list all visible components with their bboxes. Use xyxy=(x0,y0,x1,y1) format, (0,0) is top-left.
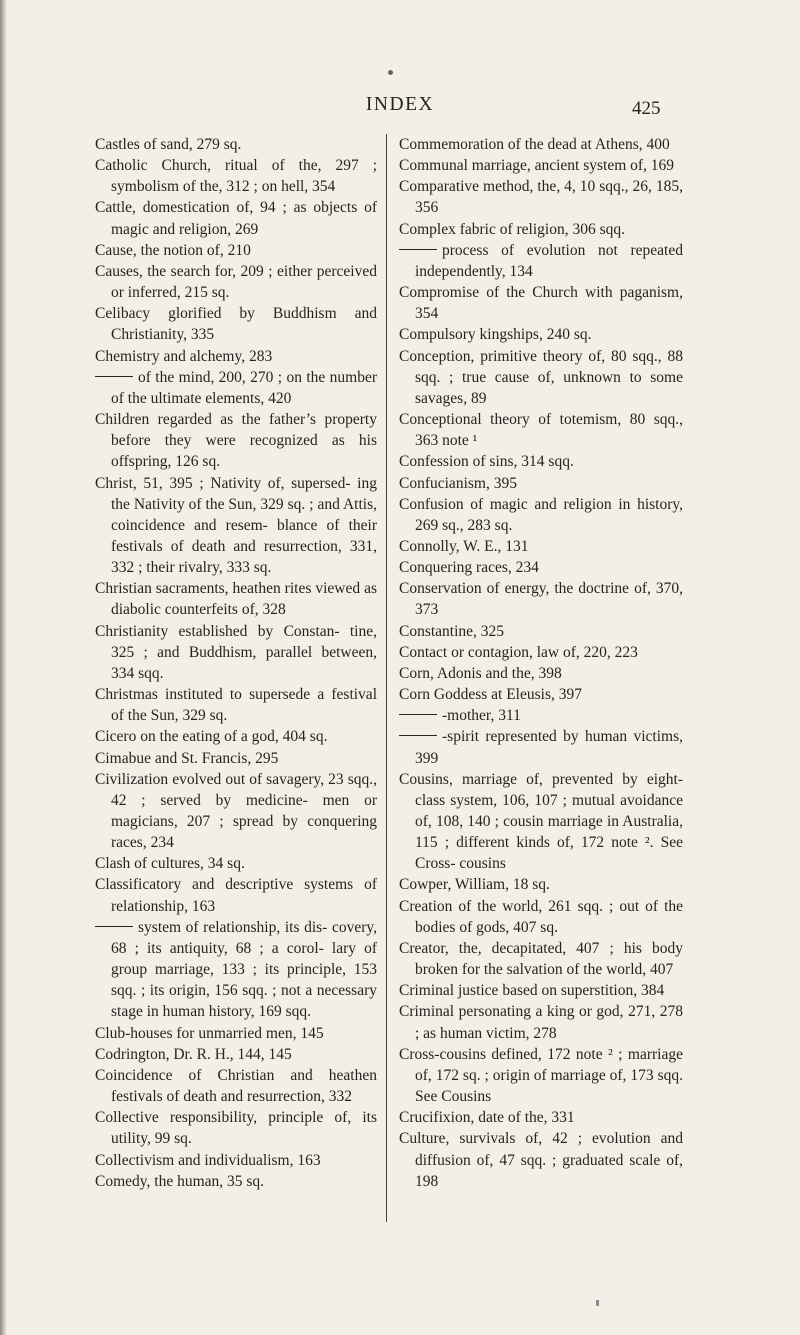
index-subentry: -spirit represented by human victims, 399 xyxy=(399,726,683,768)
index-column-right xyxy=(399,134,683,1192)
index-entry: Children regarded as the father’s property before they were recognized as his offspring, 126 sq. xyxy=(95,411,377,471)
index-entry: Catholic Church, ritual of the, 297 ; symbolism of the, 312 ; on hell, 354 xyxy=(95,157,377,196)
index-entry: Conception, primitive theory of, 80 sqq., 88 sqq. ; true cause of, unknown to some savages, 89 xyxy=(399,347,683,407)
index-entry: Cimabue and St. Francis, 295 xyxy=(95,749,279,767)
index-entry: Christmas instituted to supersede a festival of the Sun, 329 sq. xyxy=(95,686,377,725)
index-entry: Cause, the notion of, 210 xyxy=(95,241,251,259)
index-entry: Cousins, marriage of, prevented by eight-class system, 106, 107 ; mutual avoidance of, 108, 140 ; cousin marriage in Australia, 115 ; different kinds of, 172 note ². See Cross- cousins xyxy=(399,770,683,873)
index-entry: Clash of cultures, 34 sq. xyxy=(95,855,245,873)
index-entry: Corn Goddess at Eleusis, 397 xyxy=(399,686,582,704)
index-entry: Codrington, Dr. R. H., 144, 145 xyxy=(95,1045,292,1063)
index-entry: Criminal personating a king or god, 271, 278 ; as human victim, 278 xyxy=(399,1003,683,1042)
index-entry: Conquering races, 234 xyxy=(399,559,539,577)
index-entry: Compromise of the Church with paganism, 354 xyxy=(399,284,683,323)
index-entry: Classificatory and descriptive systems of relationship, 163 xyxy=(95,876,377,915)
paper-fleck xyxy=(596,1300,599,1306)
index-subentry: -mother, 311 xyxy=(399,705,683,726)
index-entry: Cross-cousins defined, 172 note ² ; marriage of, 172 sq. ; origin of marriage of, 173 sqq. See Cousins xyxy=(399,1045,683,1106)
index-entry: Celibacy glorified by Buddhism and Christianity, 335 xyxy=(95,305,377,344)
index-entry: Creator, the, decapitated, 407 ; his body broken for the salvation of the world, 407 xyxy=(399,939,683,979)
index-entry: Christ, 51, 395 ; Nativity of, supersed- ing the Nativity of the Sun, 329 sq. ; and Attis, coincidence and resem- blance of their festivals of death and resurrection, 331, 332 ; their rivalry, 333 sq. xyxy=(95,474,377,577)
index-column-left xyxy=(95,134,377,1192)
index-entry: Corn, Adonis and the, 398 xyxy=(399,664,562,682)
index-entry: Christian sacraments, heathen rites viewed as diabolic counterfeits of, 328 xyxy=(95,580,377,619)
index-entry: Chemistry and alchemy, 283 xyxy=(95,347,273,365)
index-entry: Comedy, the human, 35 sq. xyxy=(95,1172,265,1190)
index-entry: Creation of the world, 261 sqq. ; out of the bodies of gods, 407 sq. xyxy=(399,897,683,936)
index-subentry: system of relationship, its dis- covery, 68 ; its antiquity, 68 ; a corol- lary of group marriage, 133 ; its principle, 153 sqq. ; its origin, 156 sqq. ; not a necessary stage in human history, 169 sqq. xyxy=(95,917,377,1023)
index-entry: Compulsory kingships, 240 sq. xyxy=(399,326,592,344)
index-entry: Constantine, 325 xyxy=(399,622,505,640)
index-entry: Christianity established by Constan- tine, 325 ; and Buddhism, parallel between, 334 sqq. xyxy=(95,622,377,682)
ditto-dash xyxy=(399,249,437,250)
index-entry: Comparative method, the, 4, 10 sqq., 26, 185, 356 xyxy=(399,178,683,217)
ditto-dash xyxy=(95,376,133,377)
index-entry: Cicero on the eating of a god, 404 sq. xyxy=(95,728,328,746)
ditto-dash xyxy=(95,926,133,927)
index-entry: Causes, the search for, 209 ; either perceived or inferred, 215 sq. xyxy=(95,262,377,302)
index-entry: Contact or contagion, law of, 220, 223 xyxy=(399,643,638,661)
index-entry: Confusion of magic and religion in history, 269 sq., 283 sq. xyxy=(399,495,683,534)
index-entry: Criminal justice based on superstition, 384 xyxy=(399,982,665,1000)
ditto-dash xyxy=(399,735,437,736)
index-entry: Commemoration of the dead at Athens, 400 xyxy=(399,136,670,153)
index-entry: Communal marriage, ancient system of, 169 xyxy=(399,157,675,175)
ditto-dash xyxy=(399,714,437,715)
index-entry: Confucianism, 395 xyxy=(399,474,517,492)
index-entry: Culture, survivals of, 42 ; evolution and diffusion of, 47 sqq. ; graduated scale of, 198 xyxy=(399,1130,683,1190)
column-divider xyxy=(386,134,387,1222)
index-entry: Castles of sand, 279 sq. xyxy=(95,136,242,153)
index-entry: Civilization evolved out of savagery, 23 sqq., 42 ; served by medicine- men or magicians, 207 ; spread by conquering races, 234 xyxy=(95,770,377,852)
book-spine-shadow xyxy=(0,0,7,1335)
index-entry: Conservation of energy, the doctrine of, 370, 373 xyxy=(399,580,683,619)
index-entry: Confession of sins, 314 sqq. xyxy=(399,453,574,471)
ink-spot xyxy=(388,70,393,75)
index-entry: Club-houses for unmarried men, 145 xyxy=(95,1024,324,1042)
index-entry: Coincidence of Christian and heathen festivals of death and resurrection, 332 xyxy=(95,1066,377,1106)
index-entry: Connolly, W. E., 131 xyxy=(399,537,529,555)
index-entry: Complex fabric of religion, 306 sqq. xyxy=(399,220,625,238)
index-entry: Collectivism and individualism, 163 xyxy=(95,1151,321,1169)
index-subentry: of the mind, 200, 270 ; on the number of the ultimate elements, 420 xyxy=(95,367,377,409)
index-subentry: process of evolution not repeated independently, 134 xyxy=(399,240,683,282)
index-entry: Cattle, domestication of, 94 ; as objects of magic and religion, 269 xyxy=(95,199,377,238)
index-entry: Collective responsibility, principle of, its utility, 99 sq. xyxy=(95,1109,377,1148)
index-entry: Conceptional theory of totemism, 80 sqq., 363 note ¹ xyxy=(399,411,683,450)
page-title: INDEX xyxy=(365,94,435,115)
index-entry: Crucifixion, date of the, 331 xyxy=(399,1109,575,1127)
page-number: 425 xyxy=(632,98,661,119)
index-entry: Cowper, William, 18 sq. xyxy=(399,876,550,894)
running-head xyxy=(0,90,800,120)
